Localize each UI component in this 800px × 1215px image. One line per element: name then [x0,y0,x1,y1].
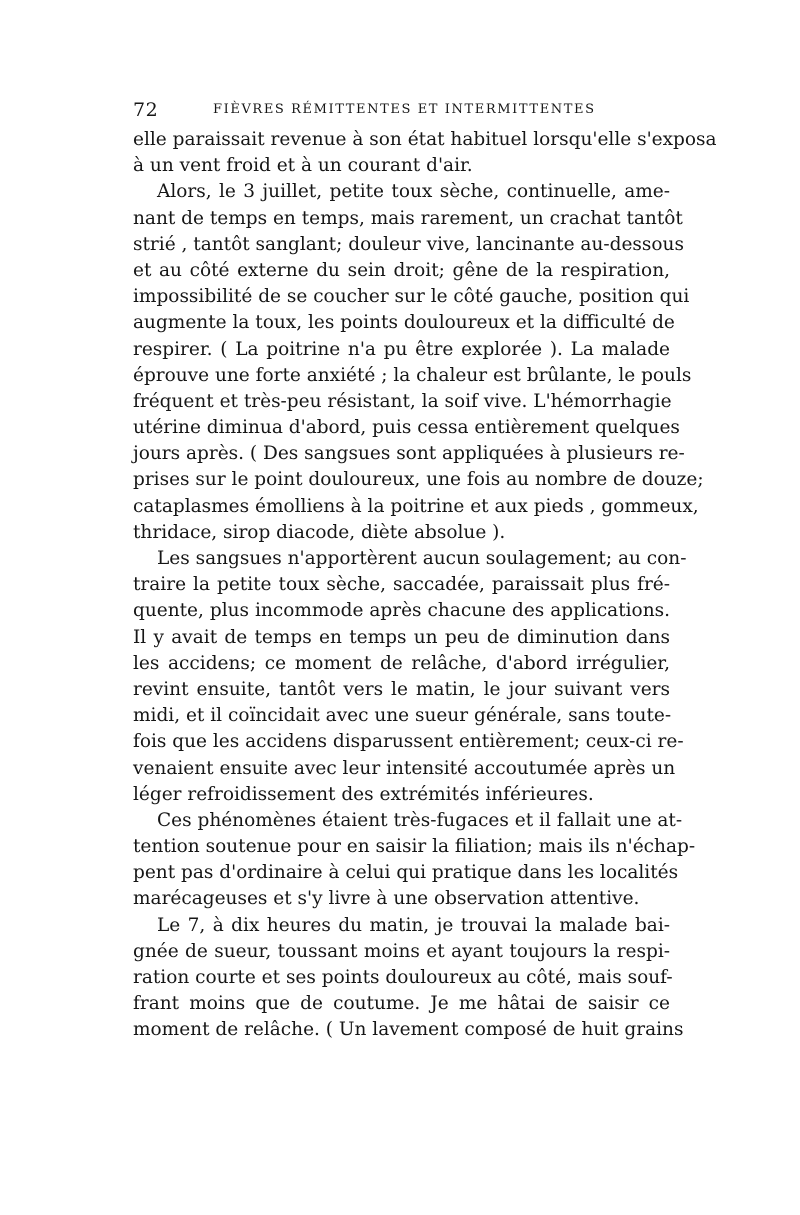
text-line: quente, plus incommode après chacune des applications. [133,600,670,622]
text-line: thridace, sirop diacode, diète absolue ). [133,521,506,543]
text-line: augmente la toux, les points douloureux et la difficulté de [133,312,675,334]
text-line: moment de relâche. ( Un lavement composé de huit grains [133,1019,684,1041]
text-line: ration courte et ses points douloureux au côté, mais souf- [133,967,673,988]
text-line: les accidens; ce moment de relâche, d'abord irrégulier, [133,652,670,674]
text-line: pent pas d'ordinaire à celui qui pratique dans les localités [133,862,679,884]
text-line: midi, et il coïncidait avec une sueur générale, sans toute- [133,705,672,727]
text-line: elle paraissait revenue à son état habituel lorsqu'elle s'exposa [133,129,717,150]
text-line: Ces phénomènes étaient très-fugaces et il fallait une at- [157,809,683,831]
text-line: Alors, le 3 juillet, petite toux sèche, continuelle, ame- [157,181,670,203]
text-line: gnée de sueur, toussant moins et ayant toujours la respi- [133,940,670,962]
text-line: Les sangsues n'apportèrent aucun soulagement; au con- [157,548,687,569]
text-line: revint ensuite, tantôt vers le matin, le jour suivant vers [133,678,670,700]
text-line: et au côté externe du sein droit; gêne de la respiration, [133,259,670,281]
text-line: éprouve une forte anxiété ; la chaleur est brûlante, le pouls [133,364,692,386]
text-line: venaient ensuite avec leur intensité accoutumée après un [133,757,676,779]
body-text [133,127,717,1044]
text-line: impossibilité de se coucher sur le côté gauche, position qui [133,286,690,308]
page-number: 72 [133,99,159,121]
text-line: prises sur le point douloureux, une fois au nombre de douze; [133,469,704,491]
page-header [133,99,670,123]
text-line: frant moins que de coutume. Je me hâtai de saisir ce [133,993,670,1015]
running-title: FIÈVRES RÉMITTENTES ET INTERMITTENTES [213,102,596,117]
text-line: cataplasmes émolliens à la poitrine et aux pieds , gommeux, [133,495,699,517]
text-line: utérine diminua d'abord, puis cessa entièrement quelques [133,417,680,439]
text-line: Il y avait de temps en temps un peu de diminution dans [133,626,670,648]
text-line: nant de temps en temps, mais rarement, un crachat tantôt [133,207,683,229]
text-line: léger refroidissement des extrémités inférieures. [133,783,594,805]
text-line: fréquent et très-peu résistant, la soif vive. L'hémorrhagie [133,390,672,412]
text-line: traire la petite toux sèche, saccadée, paraissait plus fré- [133,574,670,596]
text-line: fois que les accidens disparussent entièrement; ceux-ci re- [133,731,684,753]
text-line: jours après. ( Des sangsues sont appliquées à plusieurs re- [133,443,685,465]
text-line: strié , tantôt sanglant; douleur vive, lancinante au-dessous [133,233,684,255]
text-line: tention soutenue pour en saisir la filiation; mais ils n'échap- [133,836,696,858]
text-line: Le 7, à dix heures du matin, je trouvai la malade bai- [157,914,670,936]
text-line: respirer. ( La poitrine n'a pu être explorée ). La malade [133,338,670,360]
text-line: à un vent froid et à un courant d'air. [133,155,473,177]
text-line: marécageuses et s'y livre à une observation attentive. [133,888,640,910]
